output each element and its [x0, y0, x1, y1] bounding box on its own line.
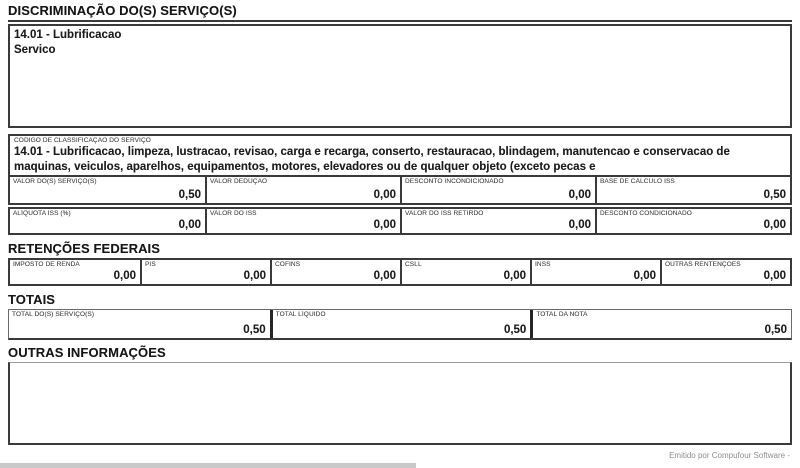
- field-valor-deducao: [205, 177, 400, 203]
- field-imposto-de-renda: [10, 260, 140, 284]
- field-label: PIS: [145, 261, 156, 268]
- field-label: TOTAL DO(S) SERVIÇO(S): [12, 311, 95, 318]
- field-label: VALOR DEDUÇÃO: [210, 178, 268, 185]
- field-value: 0,00: [178, 219, 201, 231]
- section-title-outras-informacoes: OUTRAS INFORMAÇÕES: [8, 345, 166, 360]
- section-title-discriminacao: DISCRIMINAÇÃO DO(S) SERVIÇO(S): [8, 3, 237, 18]
- field-value: 0,00: [373, 219, 396, 231]
- field-label: TOTAL DA NOTA: [536, 311, 588, 318]
- field-outras-retencoes: [660, 260, 790, 284]
- service-values-row-1: [10, 175, 790, 203]
- classification-code-text: 14.01 - Lubrificacao, limpeza, lustracao, revisao, carga e recarga, conserto, restauracao, blindagem, manutencao e conservacao de maquinas, veiculos, aparelhos, equipamentos, motores, elevadores ou de qualquer objeto (exceto pecas e: [14, 146, 730, 173]
- field-label: DESCONTO INCONDICIONADO: [405, 178, 504, 185]
- field-label: INSS: [535, 261, 551, 268]
- field-value: 0,00: [568, 219, 591, 231]
- footer-credit: Emitido por Compufour Software -: [669, 451, 790, 460]
- field-value: 0,00: [763, 270, 786, 282]
- field-csll: [400, 260, 530, 284]
- other-information-box: [8, 362, 792, 445]
- field-inss: [530, 260, 660, 284]
- field-value: 0,00: [568, 189, 591, 201]
- field-base-calculo-iss: [595, 177, 790, 203]
- service-description-box: [8, 24, 792, 128]
- section-title-retencoes: RETENÇÕES FEDERAIS: [8, 241, 161, 256]
- field-value: 0,00: [503, 270, 526, 282]
- field-total-liquido: [270, 310, 531, 338]
- title-divider: [8, 20, 792, 22]
- field-value: 0,50: [763, 189, 786, 201]
- field-valor-servicos: [10, 177, 205, 203]
- field-label: CSLL: [405, 261, 422, 268]
- classification-header: [10, 136, 790, 175]
- field-label: DESCONTO CONDICIONADO: [600, 210, 692, 217]
- field-value: 0,50: [503, 324, 527, 336]
- service-values-row-2: [8, 207, 792, 235]
- totals-row: [8, 309, 792, 340]
- field-label: VALOR DO(S) SERVIÇO(S): [13, 178, 97, 185]
- field-value: 0,50: [764, 324, 787, 336]
- service-classification-box: [8, 134, 792, 205]
- field-label: VALOR DO ISS RETIRDO: [405, 210, 484, 217]
- service-description-line-2: Servico: [14, 44, 56, 56]
- field-label: TOTAL LÍQUIDO: [275, 311, 326, 318]
- field-desconto-condicionado: [595, 209, 790, 233]
- section-title-totais: TOTAIS: [8, 292, 56, 307]
- service-description-line-1: 14.01 - Lubrificacao: [14, 29, 122, 41]
- scan-artifact-strip: [0, 463, 416, 468]
- field-label: ALÍQUOTA ISS (%): [13, 210, 71, 217]
- field-label: VALOR DO ISS: [210, 210, 257, 217]
- field-value: 0,00: [373, 270, 396, 282]
- field-value: 0,00: [633, 270, 656, 282]
- field-pis: [140, 260, 270, 284]
- field-desconto-incondicionado: [400, 177, 595, 203]
- field-valor-iss-retido: [400, 209, 595, 233]
- field-value: 0,00: [113, 270, 136, 282]
- field-label: BASE DE CÁLCULO ISS: [600, 178, 675, 185]
- field-label: COFINS: [275, 261, 301, 268]
- field-total-da-nota: [530, 310, 791, 338]
- field-value: 0,00: [373, 189, 396, 201]
- field-label: IMPOSTO DE RENDA: [13, 261, 80, 268]
- federal-retentions-row: [8, 258, 792, 286]
- field-value: 0,50: [178, 189, 201, 201]
- classification-code-label: CÓDIGO DE CLASSIFICAÇÃO DO SERVIÇO: [14, 137, 151, 144]
- field-value: 0,00: [243, 270, 266, 282]
- field-value: 0,50: [243, 324, 266, 336]
- field-valor-iss: [205, 209, 400, 233]
- field-cofins: [270, 260, 400, 284]
- field-label: OUTRAS RENTENÇÕES: [665, 261, 741, 268]
- field-value: 0,00: [763, 219, 786, 231]
- field-total-servicos: [9, 310, 270, 338]
- field-aliquota-iss: [10, 209, 205, 233]
